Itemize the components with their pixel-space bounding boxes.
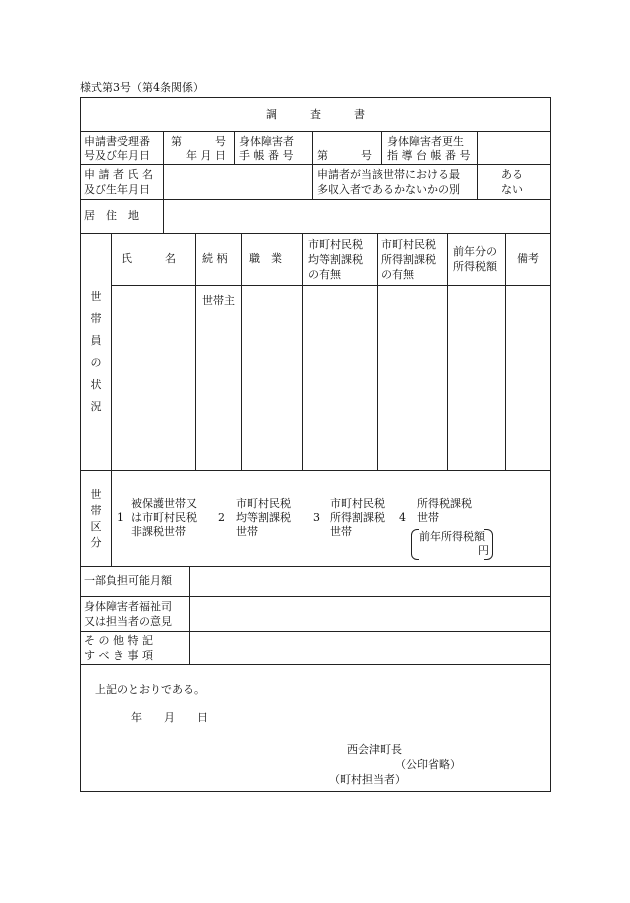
- rule: [312, 164, 313, 199]
- col-income-tax-2: 所得割課税: [381, 253, 436, 266]
- rule: [477, 131, 478, 164]
- rule: [195, 233, 196, 470]
- applicant-birthdate-label: 及び生年月日: [84, 183, 150, 196]
- head-of-household: 世帯主: [202, 294, 235, 307]
- class-option-4-number: 4: [399, 511, 406, 524]
- rule: [163, 199, 164, 233]
- rule: [81, 199, 550, 200]
- class-option-2: 市町村民税: [236, 497, 291, 510]
- rule: [377, 233, 378, 470]
- col-equal-tax-2: 均等割課税: [308, 253, 363, 266]
- handbook-number-label-2: 手 帳 番 号: [239, 149, 294, 162]
- class-option-3-number: 3: [313, 511, 320, 524]
- rehab-ledger-label: 身体障害者更生: [387, 135, 464, 148]
- rule: [81, 631, 550, 632]
- application-number-label-2: 号及び年月日: [84, 149, 150, 162]
- yen-unit: 円: [478, 544, 489, 557]
- rule: [81, 233, 550, 234]
- rule: [189, 566, 190, 664]
- rule: [381, 131, 382, 164]
- rule: [81, 566, 550, 567]
- col-equal-tax: 市町村民税: [308, 238, 363, 251]
- col-income-tax-3: の有無: [381, 268, 414, 281]
- date-line: 年 月 日: [131, 711, 208, 724]
- class-option-1-line-3: 非課税世帯: [131, 525, 186, 538]
- partial-burden-label: 一部負担可能月額: [84, 574, 172, 587]
- option-no: ない: [501, 183, 523, 196]
- class-option-2-line-3: 世帯: [236, 525, 258, 538]
- rule: [81, 664, 550, 665]
- class-option-4-line-2: 世帯: [417, 511, 439, 524]
- class-option-3-line-3: 世帯: [330, 525, 352, 538]
- class-option-3-line-2: 所得割課税: [330, 511, 385, 524]
- rule: [312, 131, 313, 164]
- rule: [505, 233, 506, 470]
- application-number-label: 申請書受理番: [84, 135, 150, 148]
- class-option-1: 被保護世帯又: [131, 497, 197, 510]
- address-label: 居 住 地: [84, 209, 139, 222]
- rule: [302, 233, 303, 470]
- statement-text: 上記のとおりである。: [95, 683, 205, 696]
- col-remarks: 備考: [517, 252, 539, 265]
- rule: [81, 131, 550, 132]
- handbook-number-label: 身体障害者: [239, 135, 294, 148]
- handbook-number-field: 第 号: [317, 149, 372, 162]
- welfare-officer-opinion-label: 身体障害者福祉司: [84, 600, 172, 613]
- rule: [111, 285, 550, 286]
- col-name: 氏 名: [121, 252, 176, 265]
- class-option-2-line-2: 均等割課税: [236, 511, 291, 524]
- rule: [111, 470, 112, 566]
- col-income-tax: 市町村民税: [381, 238, 436, 251]
- col-equal-tax-3: の有無: [308, 268, 341, 281]
- col-relation: 続 柄: [202, 252, 228, 265]
- rule: [477, 164, 478, 199]
- form-title: 調 査 書: [266, 108, 365, 121]
- max-income-label: 申請者が当該世帯における最: [317, 168, 460, 181]
- class-option-1-line-2: は市町村民税: [131, 511, 197, 524]
- max-income-label-2: 多収入者であるかないかの別: [317, 183, 460, 196]
- rule: [241, 233, 242, 470]
- col-prev-income-tax-2: 所得税額: [453, 260, 497, 273]
- class-option-4: 所得税課税: [417, 497, 472, 510]
- rule: [81, 470, 550, 471]
- other-notes-label: そ の 他 特 記: [84, 634, 153, 647]
- rule: [81, 164, 550, 165]
- applicant-name-label: 申 請 者 氏 名: [84, 168, 153, 181]
- class-option-1-number: 1: [117, 511, 124, 524]
- other-notes-label-2: す べ き 事 項: [84, 649, 153, 662]
- class-option-3: 市町村民税: [330, 497, 385, 510]
- prev-income-tax-label: 前年所得税額: [419, 530, 485, 543]
- form-number-label: 様式第3号（第4条関係）: [80, 81, 204, 94]
- rule: [111, 233, 112, 470]
- members-section-label: 世 帯 員 の 状 況: [90, 290, 102, 413]
- class-option-2-number: 2: [218, 511, 225, 524]
- application-date-field: 年 月 日: [186, 149, 226, 162]
- rule: [163, 164, 164, 199]
- welfare-officer-opinion-label-2: 又は担当者の意見: [84, 615, 172, 628]
- household-class-label: 世 帯 区 分: [90, 488, 102, 549]
- option-yes: ある: [501, 168, 523, 181]
- col-occupation: 職 業: [249, 252, 282, 265]
- application-number-field: 第 号: [171, 135, 226, 148]
- mayor-name: 西会津町長: [347, 743, 402, 756]
- survey-form: [80, 97, 551, 792]
- rehab-ledger-label-2: 指 導 台 帳 番 号: [387, 149, 471, 162]
- municipal-officer: （町村担当者）: [329, 773, 406, 786]
- rule: [81, 596, 550, 597]
- seal-omitted: （公印省略）: [395, 758, 461, 771]
- col-prev-income-tax: 前年分の: [453, 245, 497, 258]
- rule: [163, 131, 164, 164]
- rule: [447, 233, 448, 470]
- rule: [234, 131, 235, 164]
